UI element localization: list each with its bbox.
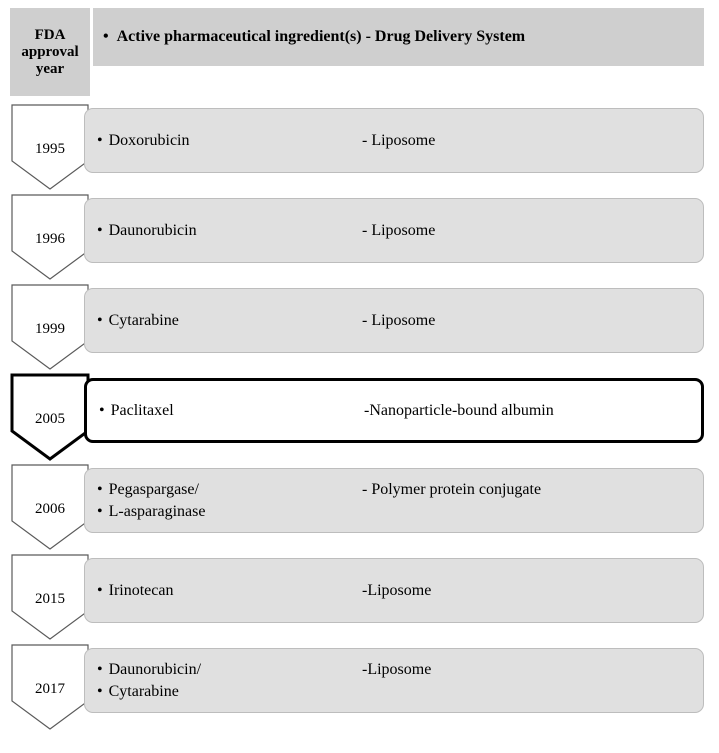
api-name-text: Doxorubicin bbox=[108, 131, 190, 149]
entry-content bbox=[87, 400, 701, 422]
year-label: 2006 bbox=[35, 501, 65, 517]
api-names bbox=[97, 479, 362, 523]
timeline-row bbox=[0, 373, 719, 461]
api-names bbox=[99, 400, 364, 422]
drug-delivery-system-text: -Liposome bbox=[362, 660, 432, 678]
timeline-row bbox=[0, 643, 719, 731]
year-header-line-3: year bbox=[35, 60, 65, 77]
year-column-header bbox=[10, 8, 90, 96]
entry-capsule bbox=[84, 108, 704, 173]
year-label: 1999 bbox=[35, 321, 65, 337]
api-name-line bbox=[97, 220, 362, 242]
year-header-line-1: FDA bbox=[34, 26, 66, 43]
drug-delivery-system-text: - Liposome bbox=[362, 311, 436, 329]
list-bullet-icon: • bbox=[97, 660, 103, 678]
api-name-text: Cytarabine bbox=[108, 311, 179, 329]
api-name-line bbox=[97, 580, 362, 602]
entry-content bbox=[85, 130, 703, 152]
timeline-row bbox=[0, 463, 719, 551]
api-names bbox=[97, 310, 362, 332]
list-bullet-icon: • bbox=[99, 401, 105, 419]
timeline-row bbox=[0, 283, 719, 371]
timeline-row bbox=[0, 103, 719, 191]
year-label: 2015 bbox=[35, 591, 65, 607]
year-label: 2017 bbox=[35, 681, 65, 697]
year-label: 2005 bbox=[35, 411, 65, 427]
api-name-text: Irinotecan bbox=[108, 581, 174, 599]
page-title: Active pharmaceutical ingredient(s) - Drug Delivery System bbox=[116, 28, 526, 45]
api-name-text: Paclitaxel bbox=[110, 401, 174, 419]
diagram-title-bar bbox=[93, 8, 704, 66]
api-name-text: Daunorubicin/ bbox=[108, 660, 202, 678]
api-name-line bbox=[99, 400, 364, 422]
api-name-line bbox=[97, 501, 362, 523]
list-bullet-icon: • bbox=[97, 131, 103, 149]
list-bullet-icon: • bbox=[97, 480, 103, 498]
api-name-text: Cytarabine bbox=[108, 682, 179, 700]
entry-content bbox=[85, 220, 703, 242]
entry-capsule bbox=[84, 648, 704, 713]
api-name-text: Daunorubicin bbox=[108, 221, 197, 239]
api-names bbox=[97, 659, 362, 703]
diagram-header bbox=[0, 8, 719, 96]
api-name-text: Pegaspargase/ bbox=[108, 480, 199, 498]
year-label: 1996 bbox=[35, 231, 65, 247]
drug-delivery-system-text: - Liposome bbox=[362, 131, 436, 149]
api-name-line bbox=[97, 479, 362, 501]
drug-delivery-system-text: - Liposome bbox=[362, 221, 436, 239]
api-name-text: L-asparaginase bbox=[108, 502, 206, 520]
list-bullet-icon: • bbox=[97, 502, 103, 520]
list-bullet-icon: • bbox=[97, 311, 103, 329]
year-header-line-2: approval bbox=[21, 43, 79, 60]
entry-content bbox=[85, 659, 703, 703]
api-names bbox=[97, 220, 362, 242]
entry-capsule bbox=[84, 468, 704, 533]
api-names bbox=[97, 580, 362, 602]
entry-content bbox=[85, 310, 703, 332]
entry-capsule bbox=[84, 288, 704, 353]
entry-capsule bbox=[84, 558, 704, 623]
title-bullet-icon: • bbox=[103, 28, 109, 45]
api-names bbox=[97, 130, 362, 152]
list-bullet-icon: • bbox=[97, 221, 103, 239]
entry-capsule bbox=[84, 198, 704, 263]
drug-delivery-system-text: -Nanoparticle-bound albumin bbox=[364, 401, 554, 419]
entry-capsule bbox=[84, 378, 704, 443]
entry-content bbox=[85, 580, 703, 602]
timeline-row bbox=[0, 193, 719, 281]
year-label: 1995 bbox=[35, 141, 65, 157]
api-name-line bbox=[97, 659, 362, 681]
api-name-line bbox=[97, 130, 362, 152]
list-bullet-icon: • bbox=[97, 682, 103, 700]
api-name-line bbox=[97, 681, 362, 703]
entry-content bbox=[85, 479, 703, 523]
drug-delivery-system-text: -Liposome bbox=[362, 581, 432, 599]
list-bullet-icon: • bbox=[97, 581, 103, 599]
timeline-row bbox=[0, 553, 719, 641]
api-name-line bbox=[97, 310, 362, 332]
drug-delivery-system-text: - Polymer protein conjugate bbox=[362, 480, 542, 498]
